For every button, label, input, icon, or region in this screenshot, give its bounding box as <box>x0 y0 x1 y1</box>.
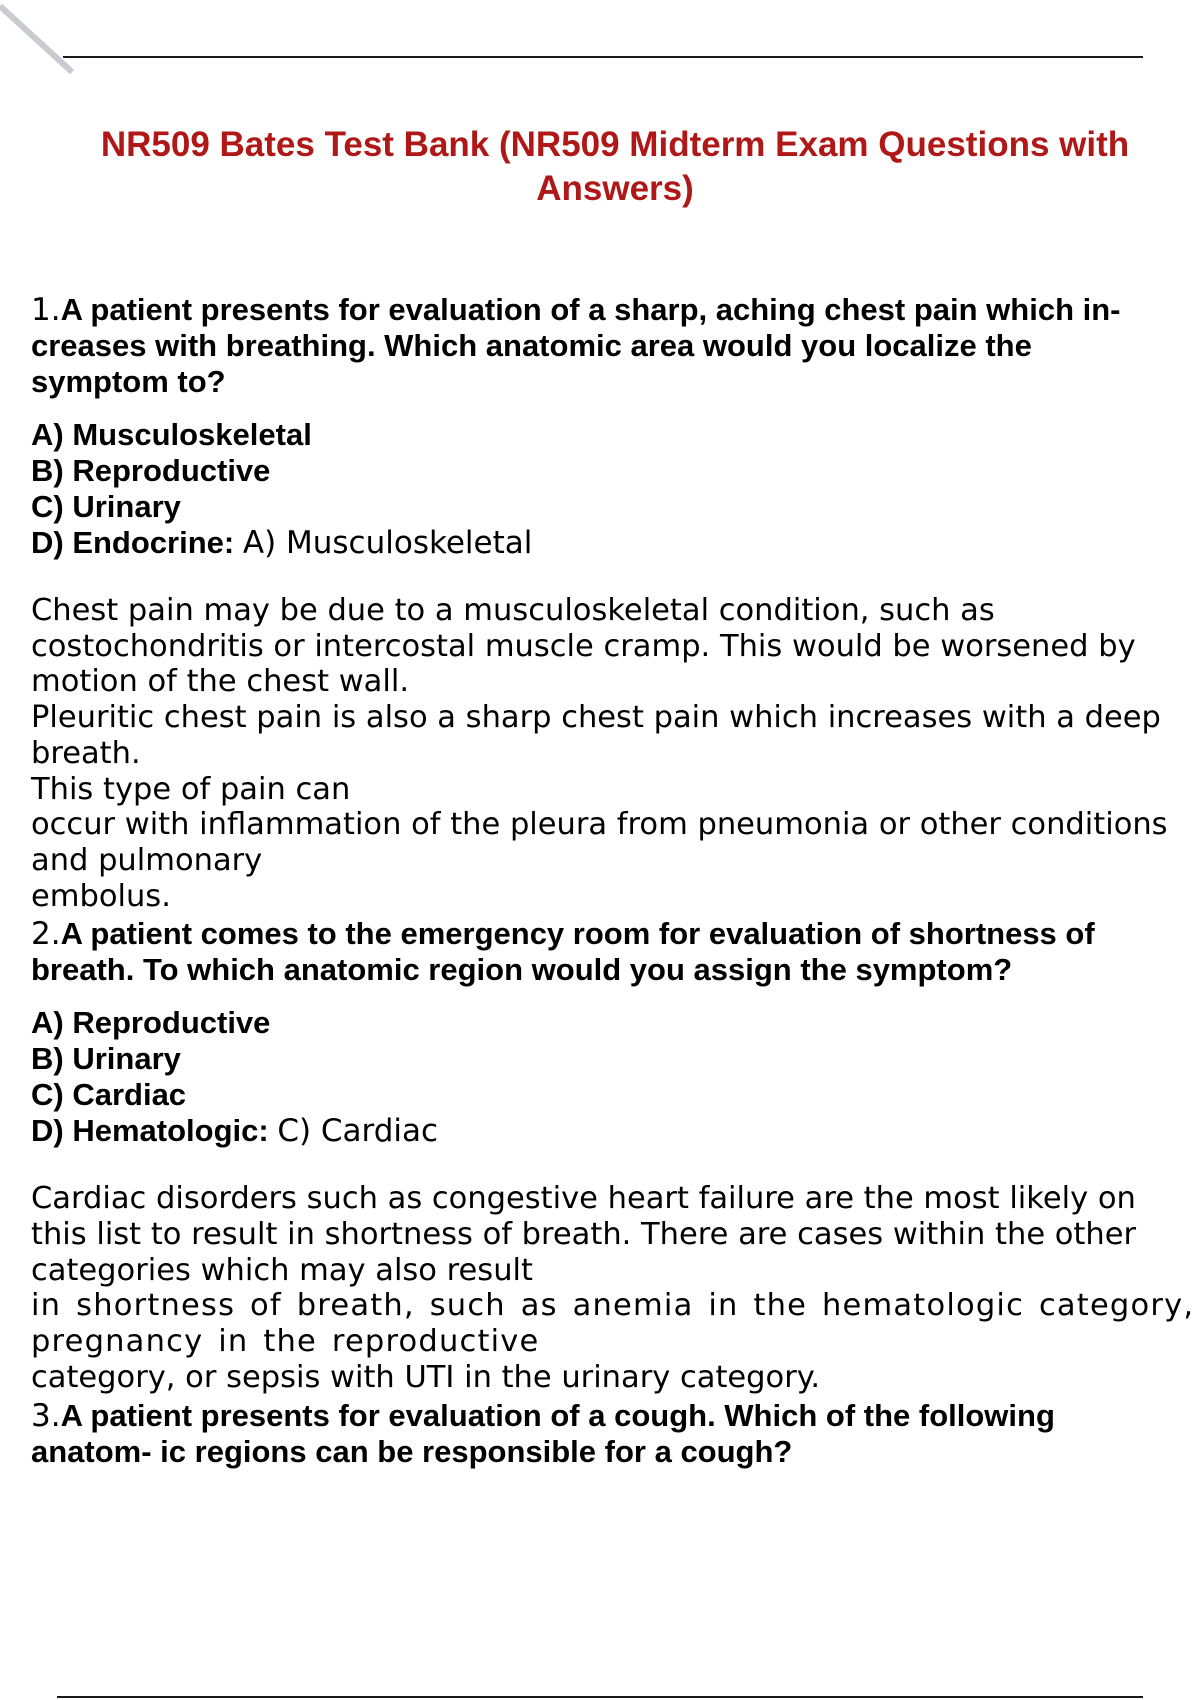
explanation-line: category, or sepsis with UTI in the urinary category. <box>31 1359 821 1395</box>
question-3 <box>31 1398 1141 1470</box>
option-d: D) Hematologic: C) Cardiac <box>31 1113 439 1150</box>
answer-text: A) Musculoskeletal <box>242 525 533 561</box>
option-b: B) Urinary <box>31 1041 181 1077</box>
explanation-line: This type of pain can <box>31 771 351 807</box>
question-2 <box>31 916 1141 988</box>
top-rule <box>63 56 1143 58</box>
answer-text: C) Cardiac <box>277 1113 439 1150</box>
explanation-line: breath. <box>31 735 141 771</box>
question-text: A patient presents for evaluation of a cough. Which of the following anatom- ic regions can be responsible for a cough? <box>31 1397 1055 1469</box>
explanation-2 <box>31 1181 1200 1395</box>
page-corner-fold <box>0 0 80 80</box>
explanation-line: this list to result in shortness of breath. There are cases within the other <box>31 1217 1137 1253</box>
question-number: 1. <box>31 292 61 328</box>
question-text: A patient presents for evaluation of a sharp, aching chest pain which in- creases with breathing. Which anatomic area would you localize the symptom to? <box>31 292 1121 399</box>
question-1 <box>31 292 1141 400</box>
question-number: 3. <box>31 1397 61 1434</box>
option-c: C) Urinary <box>31 489 181 524</box>
bottom-rule <box>57 1696 1143 1698</box>
option-b: B) Reproductive <box>31 453 271 488</box>
explanation-1 <box>31 593 1200 914</box>
explanation-line: pregnancy in the reproductive <box>31 1324 540 1360</box>
option-a: A) Reproductive <box>31 1005 271 1041</box>
question-number: 2. <box>31 916 61 953</box>
explanation-line: Pleuritic chest pain is also a sharp chest pain which increases with a deep <box>31 700 1161 736</box>
explanation-line: motion of the chest wall. <box>31 664 410 700</box>
page-title: NR509 Bates Test Bank (NR509 Midterm Exam Questions with Answers) <box>100 125 1130 209</box>
question-text: A patient comes to the emergency room for evaluation of shortness of breath. To which anatomic region would you assign the symptom? <box>31 916 1095 988</box>
options-2 <box>31 1005 1200 1149</box>
explanation-line: Chest pain may be due to a musculoskeletal condition, such as <box>31 593 995 628</box>
explanation-line: costochondritis or intercostal muscle cramp. This would be worsened by <box>31 628 1136 664</box>
options-1 <box>31 417 1200 561</box>
explanation-line: categories which may also result <box>31 1252 533 1288</box>
explanation-line: Cardiac disorders such as congestive heart failure are the most likely on <box>31 1181 1136 1217</box>
explanation-line: embolus. <box>31 878 171 914</box>
explanation-line: and pulmonary <box>31 842 263 878</box>
explanation-line: in shortness of breath, such as anemia in the hematologic category, <box>31 1288 1195 1324</box>
option-c: C) Cardiac <box>31 1077 187 1113</box>
explanation-line: occur with inflammation of the pleura from pneumonia or other conditions <box>31 807 1168 843</box>
option-d: D) Endocrine: A) Musculoskeletal <box>31 525 533 561</box>
option-a: A) Musculoskeletal <box>31 417 312 452</box>
document-body <box>31 292 1200 1470</box>
